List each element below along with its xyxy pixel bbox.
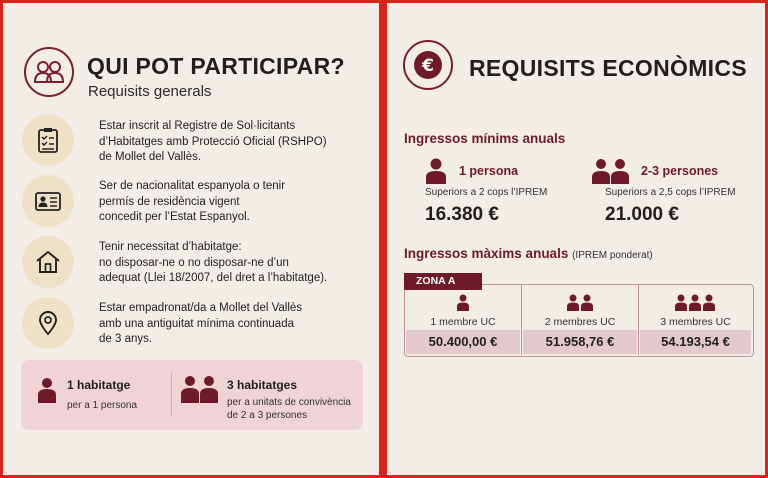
max-cell-1-value: 50.400,00 €: [406, 330, 520, 354]
max-cell-3-label: 3 membres UC: [660, 316, 731, 328]
requirement-2: Ser de nacionalitat espanyola o tenir permís de residència vigent concedit per l’Estat Espanyol.: [99, 180, 286, 223]
requirement-4: Estar empadronat/da a Mollet del Vallès amb una antiguitat mínima continuada de 3 anys.: [99, 302, 303, 345]
person-icon: [457, 294, 469, 311]
housing-summary-box: [21, 360, 363, 430]
min-1-amount: 16.380 €: [425, 204, 499, 225]
person-icon: [37, 377, 57, 403]
euro-icon: [403, 40, 453, 90]
requirement-1: Estar inscrit al Registre de Sol·licitants d’Habitatges amb Protecció Oficial (RSHPO) de Mollet del Vallès.: [99, 120, 327, 163]
two-people-icon: [567, 294, 593, 311]
summary-1-title: 1 habitatge: [67, 378, 131, 392]
max-cell-1: [405, 285, 521, 355]
two-people-icon: [592, 158, 630, 184]
page-title: QUI POT PARTICIPAR?: [87, 53, 345, 79]
max-cell-3-value: 54.193,54 €: [640, 330, 751, 354]
min-1-note: Superiors a 2 cops l’IPREM: [425, 187, 548, 198]
max-income-title: Ingressos màxims anuals (IPREM ponderat): [404, 246, 653, 261]
requirement-3: Tenir necessitat d’habitatge: no disposar-ne o no disposar-ne d’un adequat (Llei 18/2007, del dret a l’habitatge).: [99, 241, 328, 284]
min-2-label: 2-3 persones: [641, 164, 719, 178]
max-cell-2-value: 51.958,76 €: [523, 330, 637, 354]
max-cell-2: [522, 285, 638, 355]
economic-title: REQUISITS ECONÒMICS: [469, 55, 747, 81]
right-panel: [387, 3, 765, 475]
min-income-title: Ingressos mínims anuals: [404, 131, 566, 146]
clipboard-checklist-icon: [22, 114, 74, 166]
max-income-table: [404, 284, 754, 357]
summary-2-title: 3 habitatges: [227, 378, 298, 392]
location-pin-icon: [22, 297, 74, 349]
people-icon: [24, 47, 74, 97]
svg-text:€: €: [422, 56, 434, 76]
two-people-icon: [181, 375, 219, 403]
min-2-amount: 21.000 €: [605, 204, 679, 225]
max-cell-1-label: 1 membre UC: [430, 316, 496, 328]
zone-badge: ZONA A: [404, 273, 482, 290]
min-1-label: 1 persona: [459, 164, 519, 178]
max-cell-3: [639, 285, 752, 355]
left-panel: [3, 3, 379, 475]
divider: [171, 372, 172, 416]
min-2-note: Superiors a 2,5 cops l’IPREM: [605, 187, 736, 198]
page-subtitle: Requisits generals: [88, 83, 212, 100]
summary-1-note: per a 1 persona: [67, 400, 138, 411]
summary-2-note: per a unitats de convivència de 2 a 3 persones: [227, 397, 351, 421]
max-cell-2-label: 2 membres UC: [544, 316, 616, 328]
house-icon: [22, 236, 74, 288]
three-people-icon: [675, 294, 715, 311]
person-icon: [425, 158, 447, 184]
id-card-icon: [22, 175, 74, 227]
